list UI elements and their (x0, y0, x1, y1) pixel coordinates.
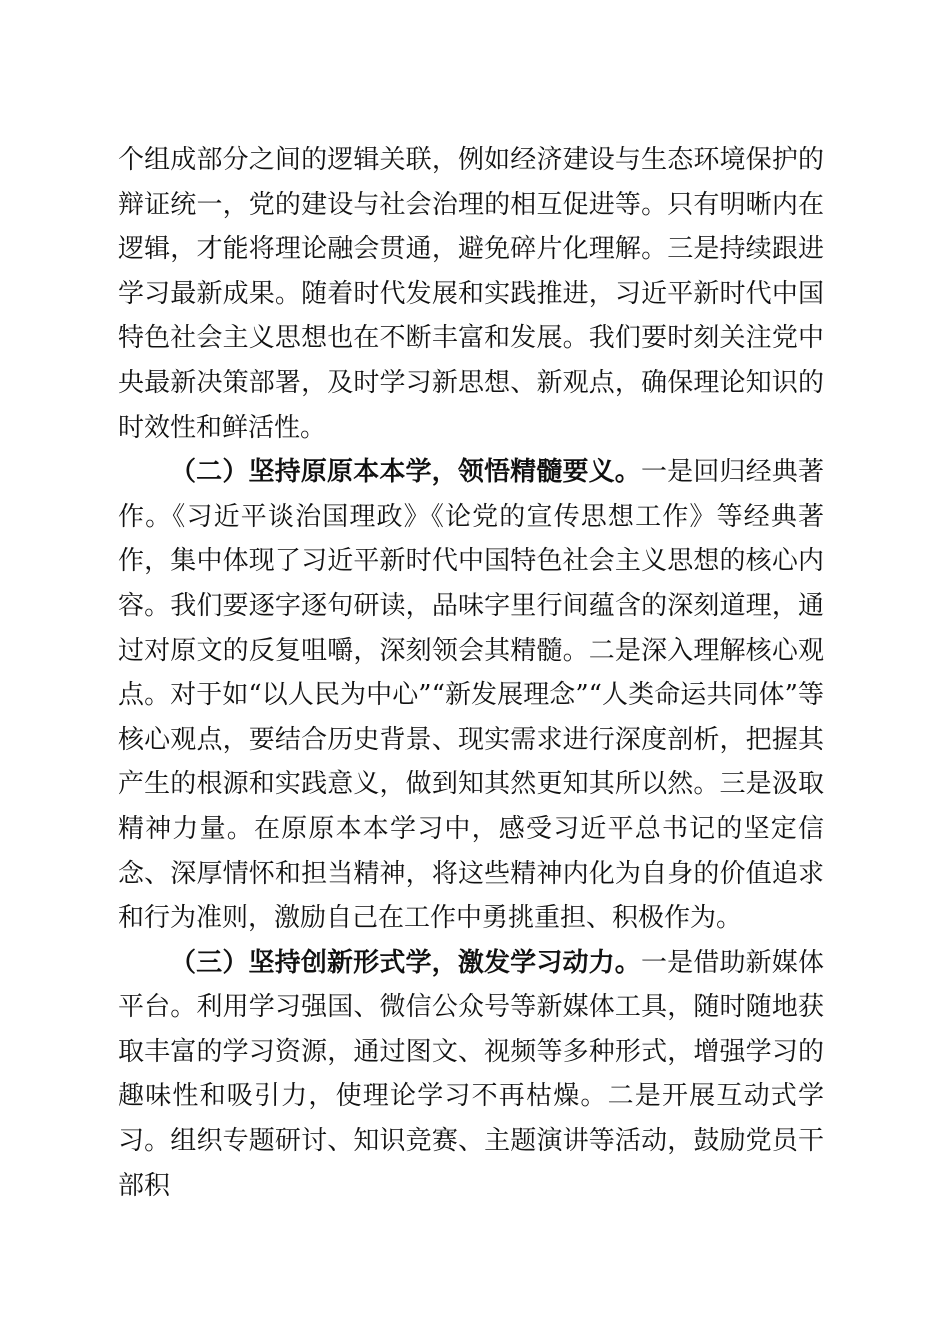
document-page (118, 138, 824, 1208)
section-heading: （二）坚持原原本本学，领悟精髓要义。 (170, 457, 641, 488)
paragraph-text: 一是回归经典著作。《习近平谈治国理政》《论党的宣传思想工作》等经典著作，集中体现了习近平新时代中国特色社会主义思想的核心内容。我们要逐字逐句研读，品味字里行间蕴含的深刻道理，通过对原文的反复咀嚼，深刻领会其精髓。二是深入理解核心观点。对于如“以人民为中心”“新发展理念”“人类命运共同体”等核心观点，要结合历史背景、现实需求进行深度剖析，把握其产生的根源和实践意义，做到知其然更知其所以然。三是汲取精神力量。在原原本本学习中，感受习近平总书记的坚定信念、深厚情怀和担当精神，将这些精神内化为自身的价值追求和行为准则，激励自己在工作中勇挑重担、积极作为。 (118, 457, 824, 934)
section-heading: （三）坚持创新形式学，激发学习动力。 (170, 947, 641, 978)
paragraph-text: 一是借助新媒体平台。利用学习强国、微信公众号等新媒体工具，随时随地获取丰富的学习资源，通过图文、视频等多种形式，增强学习的趣味性和吸引力，使理论学习不再枯燥。二是开展互动式学习。组织专题研讨、知识竞赛、主题演讲等活动，鼓励党员干部积 (118, 947, 824, 1201)
paragraph-text: 个组成部分之间的逻辑关联，例如经济建设与生态环境保护的辩证统一，党的建设与社会治理的相互促进等。只有明晰内在逻辑，才能将理论融会贯通，避免碎片化理解。三是持续跟进学习最新成果。随着时代发展和实践推进，习近平新时代中国特色社会主义思想也在不断丰富和发展。我们要时刻关注党中央最新决策部署，及时学习新思想、新观点，确保理论知识的时效性和鲜活性。 (118, 145, 824, 443)
paragraph-continuation (118, 138, 824, 450)
paragraph-section-2 (118, 450, 824, 941)
paragraph-section-3 (118, 941, 824, 1209)
